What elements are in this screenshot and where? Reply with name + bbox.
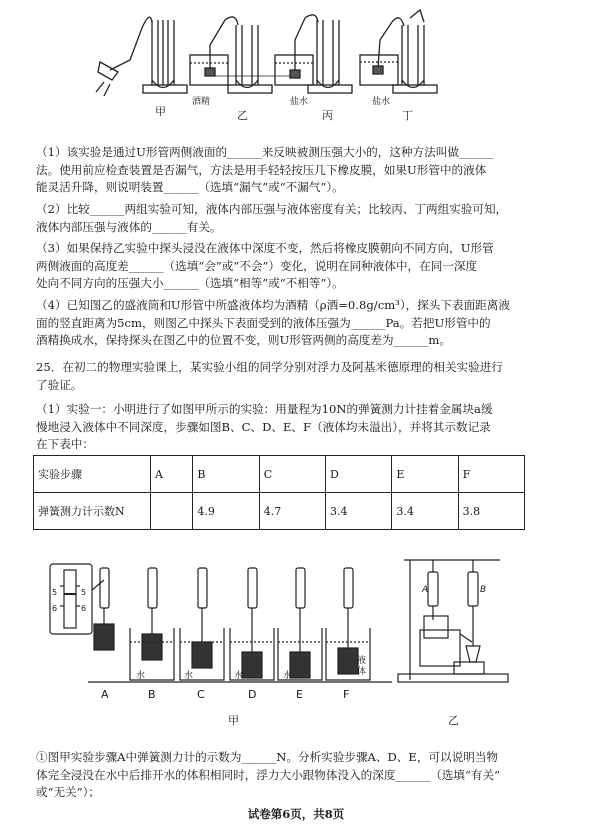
text-line: 两侧液面的高度差______（选填“会”或“不会”）变化，说明在同种液体中，在同一深度 <box>36 258 478 273</box>
spring-scale <box>198 568 207 608</box>
question-25 <box>36 359 552 394</box>
text-line: 慢地浸入液体中不同深度，步骤如图B、C、D、E、F（液体均未溢出），并将其示数记录 <box>36 419 491 434</box>
question-24-4 <box>36 297 552 350</box>
spring-scale <box>344 568 353 608</box>
table-cell: 3.4 <box>326 493 392 530</box>
step-label-e: E <box>296 688 303 701</box>
metal-block <box>338 648 358 674</box>
table-cell: 弹簧测力计示数N <box>34 493 151 530</box>
text-line: 法。使用前应检查装置是否漏气，方法是用手轻轻按压几下橡皮膜，如果U形管中的液体 <box>36 162 487 177</box>
metal-block <box>242 652 262 678</box>
step-label-c: C <box>197 688 205 701</box>
text-line: （1）实验一：小明进行了如图甲所示的实验：用量程为10N的弹簧测力计挂着金属块a缓 <box>36 402 493 416</box>
table-header-row <box>34 456 525 493</box>
table-cell: D <box>326 456 392 493</box>
fig-label-yi: 乙 <box>237 109 248 122</box>
step-label-b: B <box>148 688 156 701</box>
scale-tick: 6 <box>81 604 87 613</box>
text-line: 处向不同方向的压强大小______（选填“相等”或“不相等”）。 <box>36 276 344 290</box>
table-cell: 4.9 <box>193 493 259 530</box>
text-line: 在下表中： <box>36 437 94 451</box>
text-line: 了验证。 <box>36 377 83 392</box>
table-cell: B <box>193 456 259 493</box>
text-line: 能灵活升降，则说明装置______（选填“漏气”或“不漏气”）。 <box>36 180 344 194</box>
table-cell: 4.7 <box>259 493 325 530</box>
spring-scale-table <box>33 455 525 530</box>
liquid-label-alcohol: 酒精 <box>192 97 211 107</box>
fig-label-jia: 甲 <box>155 105 166 118</box>
question-24-2 <box>36 201 552 236</box>
text-line: （1）该实验是通过U形管两侧液面的______来反映被测压强大小的，这种方法叫做______ <box>36 145 494 159</box>
metal-block <box>94 624 114 650</box>
fig-label-ding: 丁 <box>402 109 413 122</box>
liquid-label-water: 水 <box>136 671 146 681</box>
spring-label-a: A <box>422 585 429 595</box>
caption-yi: 乙 <box>448 714 459 727</box>
metal-block <box>192 642 212 668</box>
spring-scale <box>248 568 257 608</box>
question-24-1 <box>36 144 552 197</box>
text-line: 面的竖直距离为5cm，则图乙中探头下表面受到的液体压强为______Pa。若把U形管中的 <box>36 315 491 330</box>
liquid-label-water: 水 <box>184 671 194 681</box>
spring-scale <box>148 568 157 608</box>
table-cell <box>151 493 193 530</box>
question-25-1 <box>36 401 552 454</box>
manometer-yi <box>190 17 272 93</box>
text-line: 或“无关”）； <box>36 785 101 799</box>
manometer-bing <box>275 15 352 93</box>
scale-tick: 5 <box>52 588 58 597</box>
scale-tick: 5 <box>81 588 87 597</box>
metal-block <box>142 634 162 660</box>
text-line: （2）比较______两组实验可知，液体内部压强与液体密度有关；比较丙、丁两组实验可知， <box>36 202 508 216</box>
liquid-label-brine-1: 盐水 <box>290 97 309 107</box>
metal-block <box>290 652 310 678</box>
liquid-label-brine-2: 盐水 <box>372 97 391 107</box>
liquid-label-water: 水 <box>234 671 244 681</box>
question-24-3 <box>36 240 552 293</box>
text-line: 酒精换成水，保持探头在图乙中的位置不变，则U形管两侧的高度差为______m。 <box>36 333 451 347</box>
table-cell: 3.8 <box>458 493 524 530</box>
scale-tick: 6 <box>52 604 58 613</box>
step-label-a: A <box>101 688 109 701</box>
step-label-f: F <box>343 688 350 701</box>
text-line: 体完全浸没在水中后排开水的体积相同时，浮力大小跟物体没入的深度______（选填“有关” <box>36 767 501 782</box>
step-label-d: D <box>248 688 257 701</box>
page-footer: 试卷第6页，共8页 <box>247 807 345 821</box>
question-25-1-circle1 <box>36 749 552 802</box>
manometer-ding <box>360 10 437 93</box>
text-line: （4）已知图乙的盛液筒和U形管中所盛液体均为酒精（ρ酒=0.8g/cm³），探头下表面距离液 <box>36 298 510 312</box>
spring-label-b: B <box>480 585 487 595</box>
table-cell: E <box>392 456 458 493</box>
table-cell: C <box>259 456 325 493</box>
text-line: 25．在初二的物理实验课上，某实验小组的同学分别对浮力及阿基米德原理的相关实验进行 <box>36 360 503 374</box>
table-cell: A <box>151 456 193 493</box>
liquid-label-other: 液体 <box>357 656 367 677</box>
liquid-label-water: 水 <box>283 671 293 681</box>
spring-scale <box>100 568 109 608</box>
table-row <box>34 493 525 530</box>
caption-jia: 甲 <box>228 714 239 727</box>
manometer-jia <box>96 17 187 96</box>
text-line: （3）如果保持乙实验中探头浸没在液体中深度不变，然后将橡皮膜朝向不同方向，U形管 <box>36 241 494 255</box>
manometer-figure <box>0 0 592 130</box>
table-cell: 3.4 <box>392 493 458 530</box>
fig-label-bing: 丙 <box>322 109 333 122</box>
spring-scale <box>296 568 305 608</box>
table-cell: 实验步骤 <box>34 456 151 493</box>
text-line: ①图甲实验步骤A中弹簧测力计的示数为______N。分析实验步骤A、D、E，可以说明当物 <box>36 750 499 764</box>
text-line: 液体内部压强与液体的______有关。 <box>36 219 222 234</box>
table-cell: F <box>458 456 524 493</box>
buoyancy-figure <box>0 550 592 730</box>
